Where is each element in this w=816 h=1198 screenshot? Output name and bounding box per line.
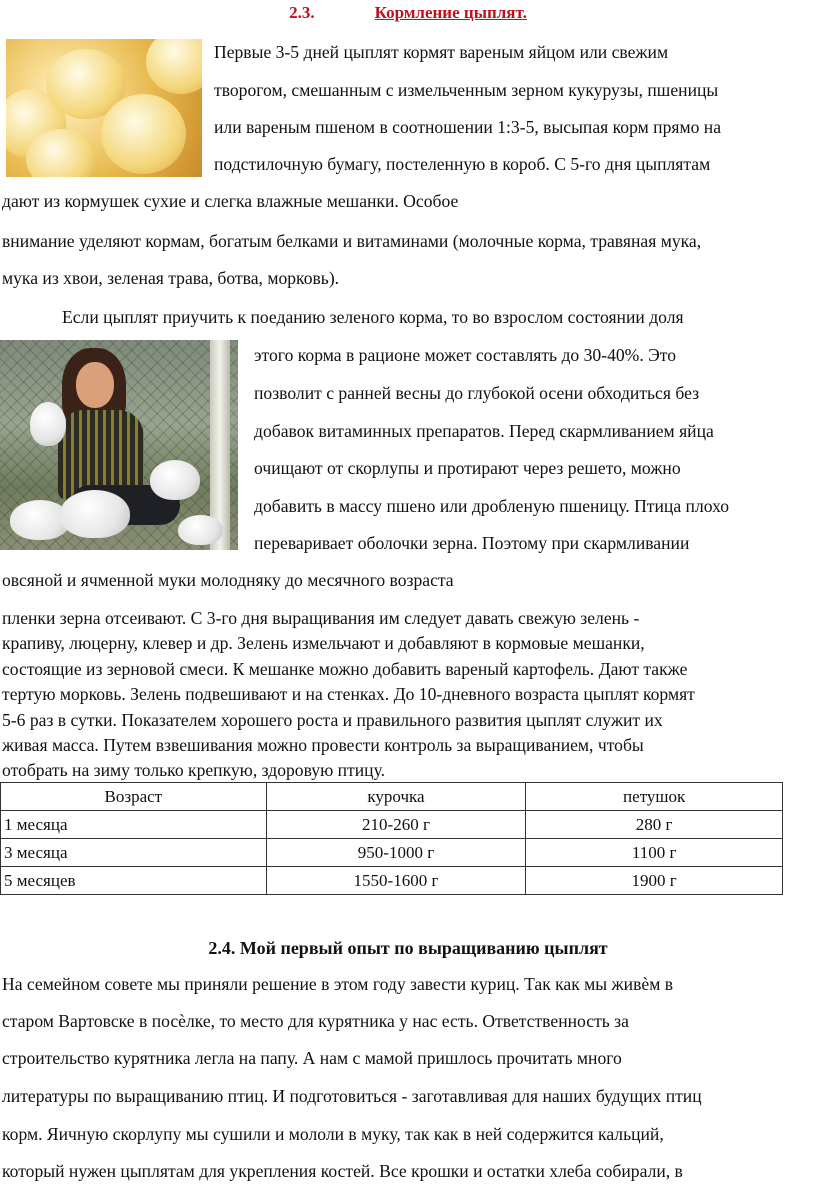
chicks-photo	[6, 39, 202, 177]
section-heading-2-4: 2.4. Мой первый опыт по выращиванию цыплят	[208, 938, 608, 958]
text-line: очищают от скорлупы и протирают через решето, можно	[254, 458, 681, 478]
text-line: добавок витаминных препаратов. Перед скармливанием яйца	[254, 421, 714, 441]
table-row	[1, 811, 783, 839]
text-line: крапиву, люцерну, клевер и др. Зелень измельчают и добавляют в кормовые мешанки,	[2, 633, 645, 653]
section-title: Кормление цыплят.	[374, 3, 527, 22]
table-cell: 1100 г	[526, 839, 783, 867]
text-line: овсяной и ячменной муки молодняку до месячного возраста	[2, 570, 454, 590]
weight-table	[0, 782, 783, 895]
text-line: Первые 3-5 дней цыплят кормят вареным яйцом или свежим	[214, 42, 669, 62]
section-number: 2.3.	[289, 3, 315, 22]
table-cell: 3 месяца	[1, 839, 267, 867]
text-line: внимание уделяют кормам, богатым белками и витаминами (молочные корма, травяная мука,	[2, 231, 702, 251]
text-line: строительство курятника легла на папу. А нам с мамой пришлось прочитать много	[2, 1048, 622, 1068]
table-cell: 210-260 г	[266, 811, 526, 839]
text-line: тертую морковь. Зелень подвешивают и на стенках. До 10-дневного возраста цыплят кормят	[2, 684, 695, 704]
table-cell: 1 месяца	[1, 811, 267, 839]
text-line: живая масса. Путем взвешивания можно провести контроль за выращиванием, чтобы	[2, 735, 644, 755]
text-line: подстилочную бумагу, постеленную в короб. С 5-го дня цыплятам	[214, 154, 711, 174]
text-line: отобрать на зиму только крепкую, здоровую птицу.	[2, 760, 386, 780]
text-line: литературы по выращиванию птиц. И подготовиться - заготавливая для наших будущих птиц	[2, 1086, 702, 1106]
table-cell: 1550-1600 г	[266, 867, 526, 895]
table-header-cell: петушок	[526, 783, 783, 811]
text-line: позволит с ранней весны до глубокой осени обходиться без	[254, 383, 700, 403]
table-header-row	[1, 783, 783, 811]
text-line: Если цыплят приучить к поеданию зеленого корма, то во взрослом состоянии доля	[62, 307, 684, 327]
text-line: корм. Яичную скорлупу мы сушили и мололи в муку, так как в ней содержится кальций,	[2, 1124, 664, 1144]
text-line: который нужен цыплятам для укрепления костей. Все крошки и остатки хлеба собирали, в	[2, 1161, 683, 1181]
table-cell: 950-1000 г	[266, 839, 526, 867]
table-header-cell: Возраст	[1, 783, 267, 811]
text-line: пленки зерна отсеивают. С 3-го дня выращивания им следует давать свежую зелень -	[2, 608, 640, 628]
table-row	[1, 839, 783, 867]
text-line: На семейном совете мы приняли решение в этом году завести куриц. Так как мы живѐм в	[2, 974, 674, 994]
text-line: переваривает оболочки зерна. Поэтому при скармливании	[254, 533, 690, 553]
text-line: добавить в массу пшено или дробленую пшеницу. Птица плохо	[254, 496, 730, 516]
text-line: дают из кормушек сухие и слегка влажные мешанки. Особое	[2, 191, 459, 211]
girl-feeding-hens-photo	[0, 340, 238, 550]
text-line: старом Вартовске в посѐлке, то место для курятника у нас есть. Ответственность за	[2, 1011, 629, 1031]
table-cell: 280 г	[526, 811, 783, 839]
table-cell: 5 месяцев	[1, 867, 267, 895]
table-header-cell: курочка	[266, 783, 526, 811]
table-cell: 1900 г	[526, 867, 783, 895]
text-line: состоящие из зерновой смеси. К мешанке можно добавить вареный картофель. Дают также	[2, 659, 688, 679]
text-line: или вареным пшеном в соотношении 1:3-5, высыпая корм прямо на	[214, 117, 722, 137]
text-line: творогом, смешанным с измельченным зерном кукурузы, пшеницы	[214, 80, 719, 100]
table-row	[1, 867, 783, 895]
text-line: мука из хвои, зеленая трава, ботва, морковь).	[2, 268, 340, 288]
section-heading-2-3	[0, 3, 816, 23]
text-line: этого корма в рационе может составлять до 30-40%. Это	[254, 345, 676, 365]
text-line: 5-6 раз в сутки. Показателем хорошего роста и правильного развития цыплят служит их	[2, 710, 663, 730]
